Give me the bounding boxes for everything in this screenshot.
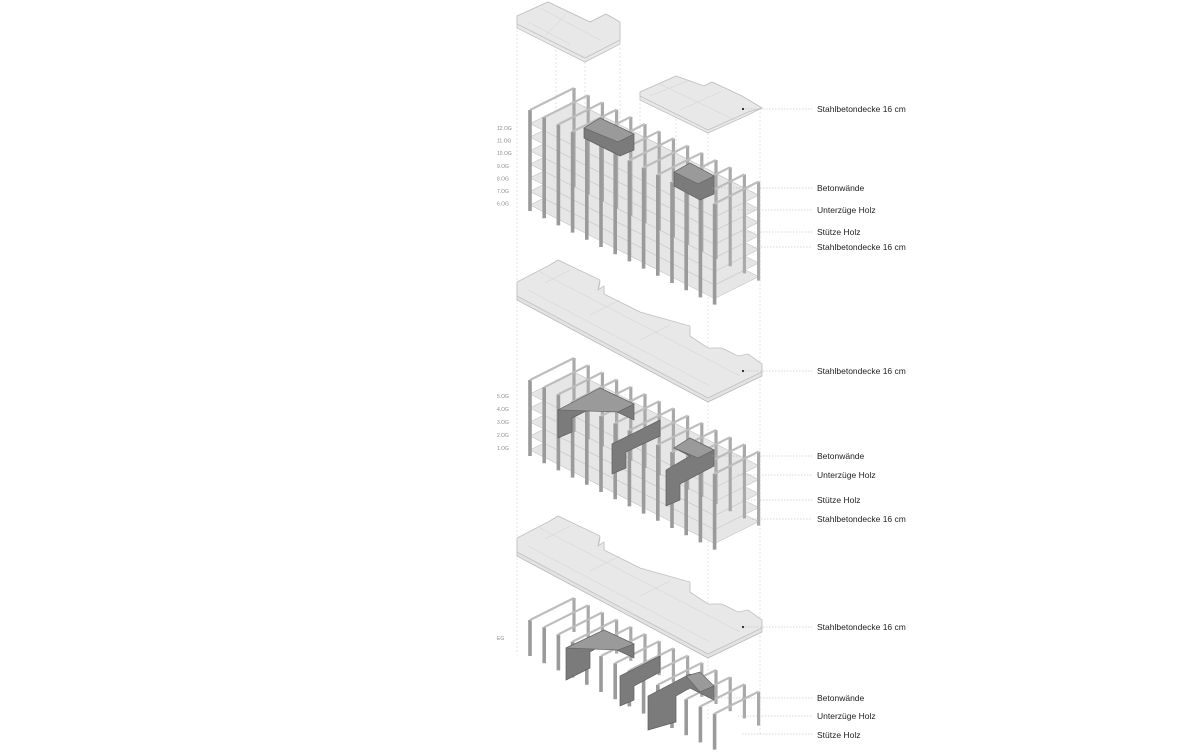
label-slab-roof: Stahlbetondecke 16 cm (817, 104, 906, 114)
roof-slab-right (640, 76, 762, 133)
floor-label-upper-5: 7.OG (497, 189, 509, 195)
floor-label-upper-2: 10.OG (497, 151, 512, 158)
component-labels (817, 104, 906, 740)
label-timber-columns-ground: Stütze Holz (817, 730, 861, 740)
floor-label-upper-4: 8.OG (497, 176, 509, 183)
label-concrete-walls-middle: Betonwände (817, 451, 865, 461)
floor-label-middle-4: 1.OG (497, 446, 509, 452)
label-timber-beams-middle: Unterzüge Holz (817, 470, 876, 480)
floor-label-upper-0: 12.OG (497, 126, 512, 132)
label-concrete-walls-upper: Betonwände (817, 183, 865, 193)
floor-label-upper-1: 11.OG (497, 138, 512, 145)
roof-slab-top (517, 2, 620, 62)
floor-label-upper-6: 6.OG (497, 201, 509, 208)
floor-label-ground-0: EG (497, 636, 505, 642)
label-slab-middle: Stahlbetondecke 16 cm (817, 514, 906, 524)
label-timber-beams-upper: Unterzüge Holz (817, 205, 876, 215)
label-slab-5og: Stahlbetondecke 16 cm (817, 366, 906, 376)
floor-labels (497, 126, 512, 642)
label-concrete-walls-ground: Betonwände (817, 693, 865, 703)
floor-label-middle-1: 4.OG (497, 407, 509, 413)
label-timber-beams-ground: Unterzüge Holz (817, 711, 876, 721)
label-timber-columns-middle: Stütze Holz (817, 495, 861, 505)
label-timber-columns-upper: Stütze Holz (817, 227, 861, 237)
label-slab-eg: Stahlbetondecke 16 cm (817, 622, 906, 632)
floor-label-middle-3: 2.OG (497, 433, 509, 439)
label-slab-upper: Stahlbetondecke 16 cm (817, 242, 906, 252)
floor-label-upper-3: 9.OG (497, 163, 509, 170)
floor-label-middle-2: 3.OG (497, 420, 509, 426)
floor-label-middle-0: 5.OG (497, 394, 509, 400)
